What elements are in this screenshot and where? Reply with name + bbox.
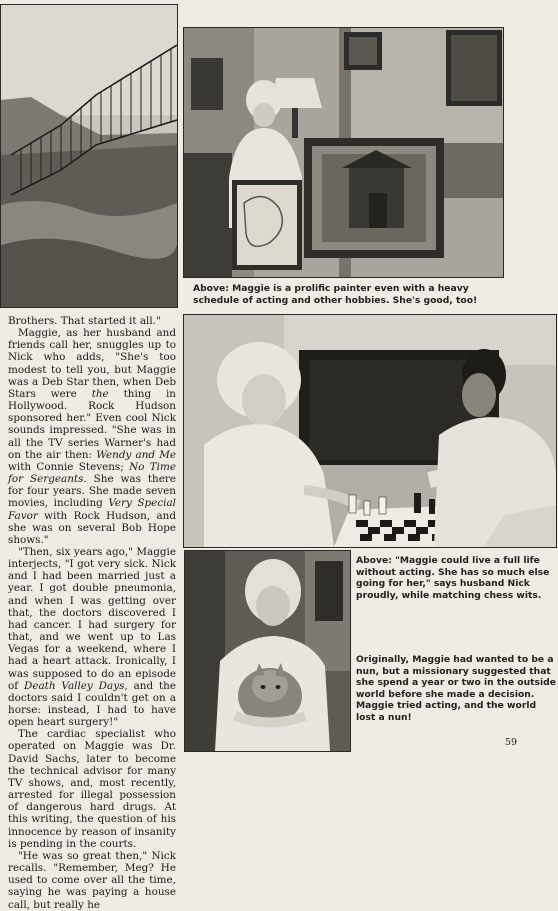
article-text: Maggie, as her husband and friends call her, snuggles up to Nick who adds, "She's too modest to tell you, but Maggie was a Deb Star then, when Deb Stars were — [8, 327, 176, 400]
article-paragraph-1: Brothers. That started it all." — [8, 315, 161, 327]
maggie-cat-image — [185, 551, 350, 751]
maggie-paintings-image — [184, 28, 503, 277]
article-title-wendy-and-me: Wendy and Me — [96, 448, 176, 461]
article-emphasis: the — [91, 387, 109, 400]
article-text: She was there for four years. She made seven movies, including — [8, 473, 176, 510]
article-text: thing in Hollywood. Rock Hudson sponsored her." Even cool Nick sounds impressed. "She was in all the TV series Warner's had on the air then: — [8, 387, 176, 461]
photo-chess-game — [183, 314, 557, 548]
article-text: with Rock Hudson, and she was on several Bob Hope shows." — [8, 509, 176, 546]
caption-chess: Above: "Maggie could live a full life without acting. She has so much else going for her," says husband Nick proudly, while matching chess wits. — [356, 555, 550, 601]
page-number: 59 — [505, 737, 518, 748]
article-text: and the doctors said I couldn't get on a horse: instead, I had to have open heart surgery!" — [8, 679, 177, 729]
article-title-no-time-for-sergeants: No Time for Sergeants. — [8, 460, 176, 486]
caption-painter: Above: Maggie is a prolific painter even with a heavy schedule of acting and other hobbies. She's good, too! — [193, 283, 478, 306]
article-title-very-special-favor: Very Special Favor — [8, 497, 176, 522]
caption-nun: Originally, Maggie had wanted to be a nun, but a missionary suggested that she spend a year or two in the outside world before she made a decision. Maggie tried acting, and the world lost a nun! — [356, 654, 556, 723]
article-paragraph-2 — [8, 327, 176, 546]
article-text: "Then, six years ago," Maggie interjects, "I got very sick. Nick and I had been married just a year. I got double pneumonia, and when I was getting over that, the doctors discovered I had cancer. I had surgery for that, and we went up to Las Vegas for a weekend, where I had a heart attack. Ironically, I was supposed to do an episode of — [8, 545, 176, 692]
article-column — [8, 315, 176, 911]
article-paragraph-4: The cardiac specialist who operated on Maggie was Dr. David Sachs, later to become the technical advisor for many TV shows, and, most recently, arrested for illegal possession of dangerous hard drugs. At this writing, the question of his innocence by reason of insanity is pending in the courts. — [8, 728, 176, 850]
hillside-fence-image — [1, 5, 177, 307]
article-paragraph-5: "He was so great then," Nick recalls. "Remember, Meg? He used to come over all the time, saying he was paying a house call, but really he — [8, 849, 176, 911]
photo-hillside-fence — [0, 4, 178, 308]
article-title-death-valley-days: Death Valley Days, — [23, 679, 128, 692]
photo-maggie-with-paintings — [183, 27, 504, 278]
article-text: with Connie Stevens; — [8, 460, 130, 473]
photo-maggie-with-cat — [184, 550, 351, 752]
chess-game-image — [184, 315, 556, 547]
article-paragraph-3 — [8, 546, 176, 728]
